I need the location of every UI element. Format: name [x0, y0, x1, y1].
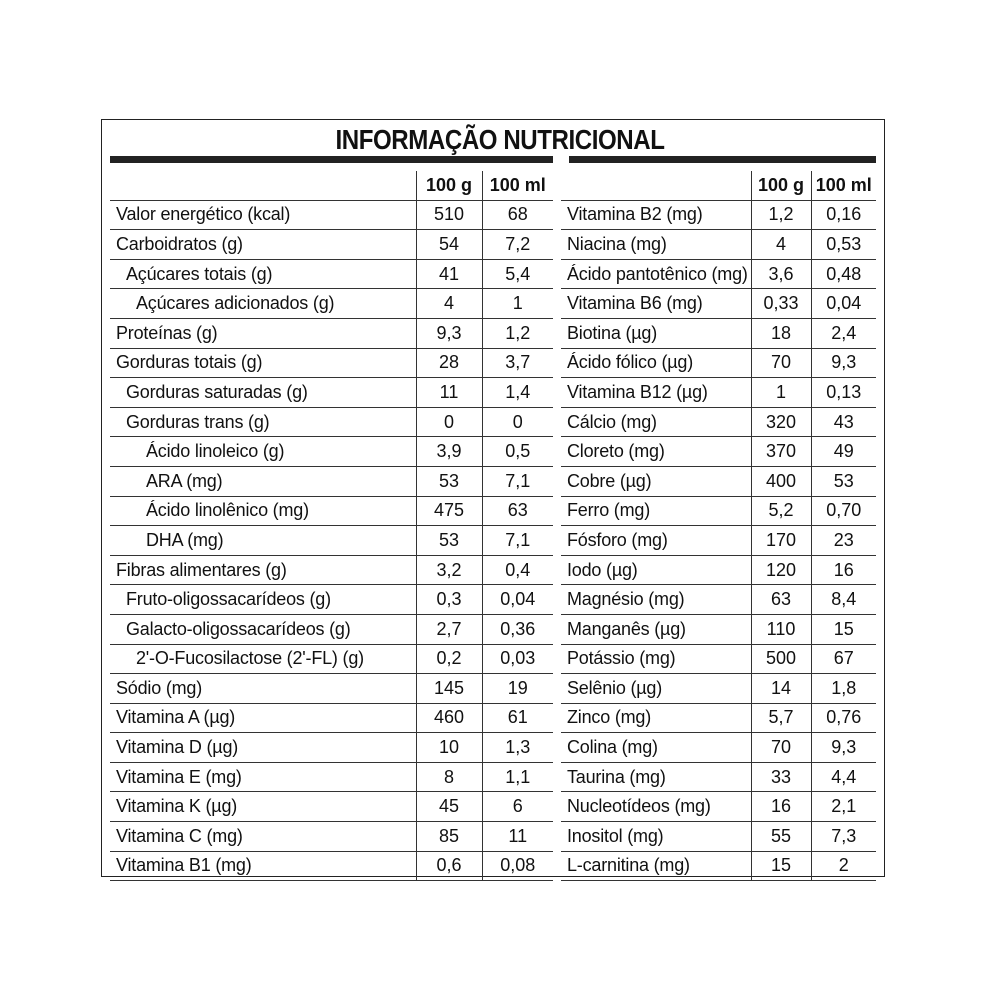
value-per-100g: 0,3	[416, 585, 482, 615]
value-per-100g: 9,3	[416, 318, 482, 348]
value-per-100g: 0,33	[751, 289, 811, 319]
table-row	[561, 259, 876, 289]
table-header-row	[561, 171, 876, 200]
value-per-100g: 4	[751, 230, 811, 260]
nutrient-name: Magnésio (mg)	[567, 589, 685, 610]
value-per-100ml: 1	[482, 289, 553, 319]
value-per-100ml: 0,70	[811, 496, 876, 526]
value-per-100ml: 7,2	[482, 230, 553, 260]
table-row	[110, 614, 553, 644]
nutrient-name: Iodo (µg)	[567, 559, 638, 580]
table-row	[110, 348, 553, 378]
table-row	[561, 555, 876, 585]
value-per-100ml: 0,76	[811, 703, 876, 733]
table-row	[110, 733, 553, 763]
value-per-100ml: 7,1	[482, 466, 553, 496]
header-100g: 100 g	[416, 171, 482, 200]
value-per-100ml: 0,5	[482, 437, 553, 467]
value-per-100ml: 0,03	[482, 644, 553, 674]
value-per-100ml: 2,1	[811, 792, 876, 822]
value-per-100g: 3,9	[416, 437, 482, 467]
value-per-100ml: 0,13	[811, 378, 876, 408]
nutrient-name: Vitamina B1 (mg)	[116, 855, 252, 876]
value-per-100ml: 0,48	[811, 259, 876, 289]
nutrient-name: Vitamina B12 (µg)	[567, 381, 708, 402]
value-per-100ml: 5,4	[482, 259, 553, 289]
value-per-100ml: 8,4	[811, 585, 876, 615]
nutrient-name: Carboidratos (g)	[116, 233, 243, 254]
value-per-100ml: 1,2	[482, 318, 553, 348]
table-row	[561, 230, 876, 260]
value-per-100ml: 68	[482, 200, 553, 230]
nutrient-name: Potássio (mg)	[567, 648, 676, 669]
value-per-100ml: 9,3	[811, 348, 876, 378]
table-row	[561, 526, 876, 556]
value-per-100ml: 53	[811, 466, 876, 496]
nutrient-name: Vitamina D (µg)	[116, 737, 239, 758]
nutrition-table-right	[561, 171, 876, 881]
nutrition-facts-panel	[101, 119, 885, 877]
value-per-100ml: 0,53	[811, 230, 876, 260]
value-per-100g: 475	[416, 496, 482, 526]
table-row	[110, 762, 553, 792]
nutrient-name: 2'-O-Fucosilactose (2'-FL) (g)	[136, 648, 364, 669]
value-per-100ml: 19	[482, 674, 553, 704]
table-row	[561, 851, 876, 881]
nutrient-name: Açúcares adicionados (g)	[136, 293, 335, 314]
table-row	[110, 703, 553, 733]
nutrient-name: Ácido pantotênico (mg)	[567, 263, 748, 284]
table-row	[110, 792, 553, 822]
value-per-100g: 70	[751, 733, 811, 763]
value-per-100ml: 0,16	[811, 200, 876, 230]
header-blank	[110, 171, 416, 200]
table-row	[110, 851, 553, 881]
table-row	[561, 644, 876, 674]
value-per-100ml: 15	[811, 614, 876, 644]
value-per-100ml: 63	[482, 496, 553, 526]
nutrient-name: Inositol (mg)	[567, 825, 664, 846]
header-100ml: 100 ml	[811, 171, 876, 200]
value-per-100ml: 11	[482, 822, 553, 852]
value-per-100g: 3,2	[416, 555, 482, 585]
nutrient-name: Vitamina C (mg)	[116, 825, 243, 846]
table-row	[561, 466, 876, 496]
table-row	[561, 496, 876, 526]
table-row	[561, 289, 876, 319]
value-per-100ml: 0,04	[811, 289, 876, 319]
value-per-100ml: 9,3	[811, 733, 876, 763]
nutrition-table-left	[110, 171, 553, 881]
table-header-row	[110, 171, 553, 200]
nutrient-name: Fibras alimentares (g)	[116, 559, 287, 580]
nutrient-name: Gorduras totais (g)	[116, 352, 263, 373]
header-blank	[561, 171, 751, 200]
value-per-100g: 16	[751, 792, 811, 822]
nutrient-name: Valor energético (kcal)	[116, 204, 291, 225]
nutrient-name: Selênio (µg)	[567, 677, 663, 698]
value-per-100g: 41	[416, 259, 482, 289]
nutrient-name: Ácido linolênico (mg)	[146, 500, 309, 521]
value-per-100g: 510	[416, 200, 482, 230]
nutrient-name: Ferro (mg)	[567, 500, 650, 521]
value-per-100ml: 61	[482, 703, 553, 733]
value-per-100g: 28	[416, 348, 482, 378]
value-per-100g: 53	[416, 466, 482, 496]
value-per-100g: 4	[416, 289, 482, 319]
table-row	[110, 407, 553, 437]
table-row	[561, 378, 876, 408]
value-per-100g: 0,6	[416, 851, 482, 881]
table-row	[110, 526, 553, 556]
nutrient-name: Cobre (µg)	[567, 470, 652, 491]
table-row	[110, 644, 553, 674]
value-per-100g: 63	[751, 585, 811, 615]
value-per-100ml: 16	[811, 555, 876, 585]
table-row	[561, 822, 876, 852]
value-per-100ml: 1,8	[811, 674, 876, 704]
value-per-100ml: 1,1	[482, 762, 553, 792]
value-per-100g: 145	[416, 674, 482, 704]
value-per-100ml: 1,4	[482, 378, 553, 408]
value-per-100g: 0,2	[416, 644, 482, 674]
value-per-100g: 1	[751, 378, 811, 408]
value-per-100g: 1,2	[751, 200, 811, 230]
nutrient-name: Gorduras trans (g)	[126, 411, 270, 432]
value-per-100ml: 43	[811, 407, 876, 437]
value-per-100g: 3,6	[751, 259, 811, 289]
table-row	[110, 822, 553, 852]
nutrient-name: L-carnitina (mg)	[567, 855, 690, 876]
value-per-100g: 5,7	[751, 703, 811, 733]
table-row	[110, 378, 553, 408]
value-per-100g: 53	[416, 526, 482, 556]
nutrient-name: ARA (mg)	[146, 470, 223, 491]
table-row	[561, 407, 876, 437]
table-row	[110, 437, 553, 467]
value-per-100g: 14	[751, 674, 811, 704]
nutrient-name: Galacto-oligossacarídeos (g)	[126, 618, 351, 639]
table-row	[110, 200, 553, 230]
value-per-100g: 8	[416, 762, 482, 792]
nutrient-name: Cloreto (mg)	[567, 441, 665, 462]
nutrient-name: Manganês (µg)	[567, 618, 686, 639]
nutrient-name: Colina (mg)	[567, 737, 658, 758]
value-per-100g: 54	[416, 230, 482, 260]
nutrient-name: Proteínas (g)	[116, 322, 218, 343]
nutrient-name: Nucleotídeos (mg)	[567, 796, 711, 817]
value-per-100g: 370	[751, 437, 811, 467]
nutrient-name: Cálcio (mg)	[567, 411, 657, 432]
value-per-100ml: 6	[482, 792, 553, 822]
nutrient-name: Ácido linoleico (g)	[146, 441, 285, 462]
table-row	[561, 200, 876, 230]
value-per-100ml: 49	[811, 437, 876, 467]
value-per-100g: 10	[416, 733, 482, 763]
nutrient-name: Taurina (mg)	[567, 766, 666, 787]
nutrient-name: Biotina (µg)	[567, 322, 658, 343]
value-per-100g: 85	[416, 822, 482, 852]
value-per-100g: 2,7	[416, 614, 482, 644]
table-row	[110, 674, 553, 704]
value-per-100ml: 2,4	[811, 318, 876, 348]
value-per-100g: 110	[751, 614, 811, 644]
value-per-100g: 55	[751, 822, 811, 852]
value-per-100ml: 4,4	[811, 762, 876, 792]
value-per-100ml: 23	[811, 526, 876, 556]
value-per-100g: 5,2	[751, 496, 811, 526]
value-per-100g: 45	[416, 792, 482, 822]
nutrient-name: Ácido fólico (µg)	[567, 352, 694, 373]
nutrient-name: DHA (mg)	[146, 529, 224, 550]
table-row	[561, 703, 876, 733]
table-row	[110, 318, 553, 348]
value-per-100ml: 3,7	[482, 348, 553, 378]
value-per-100ml: 0,4	[482, 555, 553, 585]
table-row	[110, 289, 553, 319]
value-per-100ml: 0,36	[482, 614, 553, 644]
value-per-100g: 320	[751, 407, 811, 437]
table-row	[561, 674, 876, 704]
nutrient-name: Niacina (mg)	[567, 233, 667, 254]
value-per-100g: 70	[751, 348, 811, 378]
title-bar-right	[569, 156, 876, 163]
value-per-100ml: 0,08	[482, 851, 553, 881]
table-row	[561, 733, 876, 763]
table-row	[110, 230, 553, 260]
table-row	[110, 585, 553, 615]
nutrition-title: INFORMAÇÃO NUTRICIONAL	[335, 124, 665, 155]
nutrient-name: Vitamina E (mg)	[116, 766, 242, 787]
table-row	[110, 259, 553, 289]
title-bar-left	[110, 156, 553, 163]
value-per-100ml: 7,3	[811, 822, 876, 852]
table-row	[561, 585, 876, 615]
value-per-100g: 15	[751, 851, 811, 881]
nutrient-name: Zinco (mg)	[567, 707, 652, 728]
value-per-100g: 500	[751, 644, 811, 674]
value-per-100g: 11	[416, 378, 482, 408]
table-row	[561, 437, 876, 467]
value-per-100ml: 67	[811, 644, 876, 674]
nutrient-name: Açúcares totais (g)	[126, 263, 273, 284]
nutrient-name: Vitamina B6 (mg)	[567, 293, 703, 314]
value-per-100ml: 2	[811, 851, 876, 881]
header-100ml: 100 ml	[482, 171, 553, 200]
table-row	[110, 466, 553, 496]
nutrient-name: Sódio (mg)	[116, 677, 203, 698]
nutrient-name: Vitamina A (µg)	[116, 707, 236, 728]
value-per-100ml: 7,1	[482, 526, 553, 556]
value-per-100g: 18	[751, 318, 811, 348]
nutrient-name: Fósforo (mg)	[567, 529, 668, 550]
nutrient-name: Vitamina K (µg)	[116, 796, 238, 817]
value-per-100ml: 0,04	[482, 585, 553, 615]
value-per-100g: 33	[751, 762, 811, 792]
table-row	[561, 792, 876, 822]
table-row	[561, 318, 876, 348]
nutrient-name: Fruto-oligossacarídeos (g)	[126, 589, 331, 610]
header-100g: 100 g	[751, 171, 811, 200]
nutrient-name: Vitamina B2 (mg)	[567, 204, 703, 225]
value-per-100g: 460	[416, 703, 482, 733]
table-row	[110, 555, 553, 585]
value-per-100ml: 0	[482, 407, 553, 437]
table-row	[561, 762, 876, 792]
value-per-100ml: 1,3	[482, 733, 553, 763]
value-per-100g: 0	[416, 407, 482, 437]
value-per-100g: 170	[751, 526, 811, 556]
table-row	[110, 496, 553, 526]
value-per-100g: 120	[751, 555, 811, 585]
table-row	[561, 348, 876, 378]
table-row	[561, 614, 876, 644]
nutrient-name: Gorduras saturadas (g)	[126, 381, 308, 402]
value-per-100g: 400	[751, 466, 811, 496]
